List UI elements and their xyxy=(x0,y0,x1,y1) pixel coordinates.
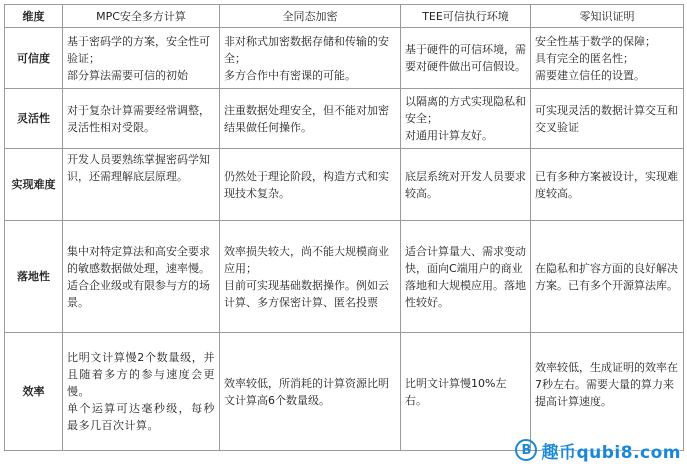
row-label-flexibility: 灵活性 xyxy=(5,89,63,149)
cell-trust-zkp: 安全性基于数学的保障； 具有完全的匿名性； 需要建立信任的设置。 xyxy=(531,28,684,89)
cell-efficiency-fhe: 效率较低，所消耗的计算资源比明文计算高6个数量级。 xyxy=(220,333,401,451)
cell-flexibility-fhe: 注重数据处理安全，但不能对加密结果做任何操作。 xyxy=(220,89,401,149)
cell-deployability-fhe: 效率损失较大，尚不能大规模商业应用； 目前可实现基础数据操作。例如云计算、多方保密计算、匿名投票 xyxy=(220,221,401,333)
cell-deployability-zkp: 在隐私和扩容方面的良好解决方案。已有多个开源算法库。 xyxy=(531,221,684,333)
cell-flexibility-zkp: 可实现灵活的数据计算交互和交叉验证 xyxy=(531,89,684,149)
cell-difficulty-mpc: 开发人员要熟练掌握密码学知识，还需理解底层原理。 xyxy=(63,149,220,221)
table-header-row xyxy=(5,5,684,28)
header-mpc: MPC安全多方计算 xyxy=(63,5,220,28)
cell-difficulty-zkp: 已有多种方案被设计，实现难度较高。 xyxy=(531,149,684,221)
cell-difficulty-tee: 底层系统对开发人员要求较高。 xyxy=(401,149,531,221)
header-fhe: 全同态加密 xyxy=(220,5,401,28)
row-label-trust: 可信度 xyxy=(5,28,63,89)
watermark-logo-icon: B xyxy=(515,439,537,461)
cell-difficulty-fhe: 仍然处于理论阶段，构造方式和实现技术复杂。 xyxy=(220,149,401,221)
comparison-table xyxy=(4,4,684,451)
table-row-difficulty xyxy=(5,149,684,221)
row-label-deployability: 落地性 xyxy=(5,221,63,333)
cell-efficiency-mpc: 比明文计算慢2个数量级，并且随着多方的参与速度会更慢。 单个运算可达毫秒级，每秒最多几百次计算。 xyxy=(63,333,220,451)
header-dimension: 维度 xyxy=(5,5,63,28)
cell-flexibility-tee: 以隔离的方式实现隐私和安全； 对通用计算友好。 xyxy=(401,89,531,149)
cell-deployability-tee: 适合计算量大、需求变动快，面向C端用户的商业落地和大规模应用。落地性较好。 xyxy=(401,221,531,333)
table-row-flexibility xyxy=(5,89,684,149)
cell-trust-fhe: 非对称式加密数据存储和传输的安全； 多方合作中有密课的可能。 xyxy=(220,28,401,89)
cell-trust-tee: 基于硬件的可信环境，需要对硬件做出可信假设。 xyxy=(401,28,531,89)
header-tee: TEE可信执行环境 xyxy=(401,5,531,28)
cell-efficiency-zkp: 效率较低，生成证明的效率在7秒左右。需要大量的算力来提高计算速度。 xyxy=(531,333,684,451)
row-label-difficulty: 实现难度 xyxy=(5,149,63,221)
table-row-trust xyxy=(5,28,684,89)
table-row-deployability xyxy=(5,221,684,333)
watermark xyxy=(515,438,681,462)
table-row-efficiency xyxy=(5,333,684,451)
row-label-efficiency: 效率 xyxy=(5,333,63,451)
cell-deployability-mpc: 集中对特定算法和高安全要求的敏感数据做处理，速率慢。适合企业级或有限参与方的场景。 xyxy=(63,221,220,333)
header-zkp: 零知识证明 xyxy=(531,5,684,28)
watermark-text: 趣币qubi8.com xyxy=(541,442,681,463)
cell-flexibility-mpc: 对于复杂计算需要经常调整，灵活性相对受限。 xyxy=(63,89,220,149)
cell-trust-mpc: 基于密码学的方案，安全性可验证； 部分算法需要可信的初始 xyxy=(63,28,220,89)
cell-efficiency-tee: 比明文计算慢10%左右。 xyxy=(401,333,531,451)
